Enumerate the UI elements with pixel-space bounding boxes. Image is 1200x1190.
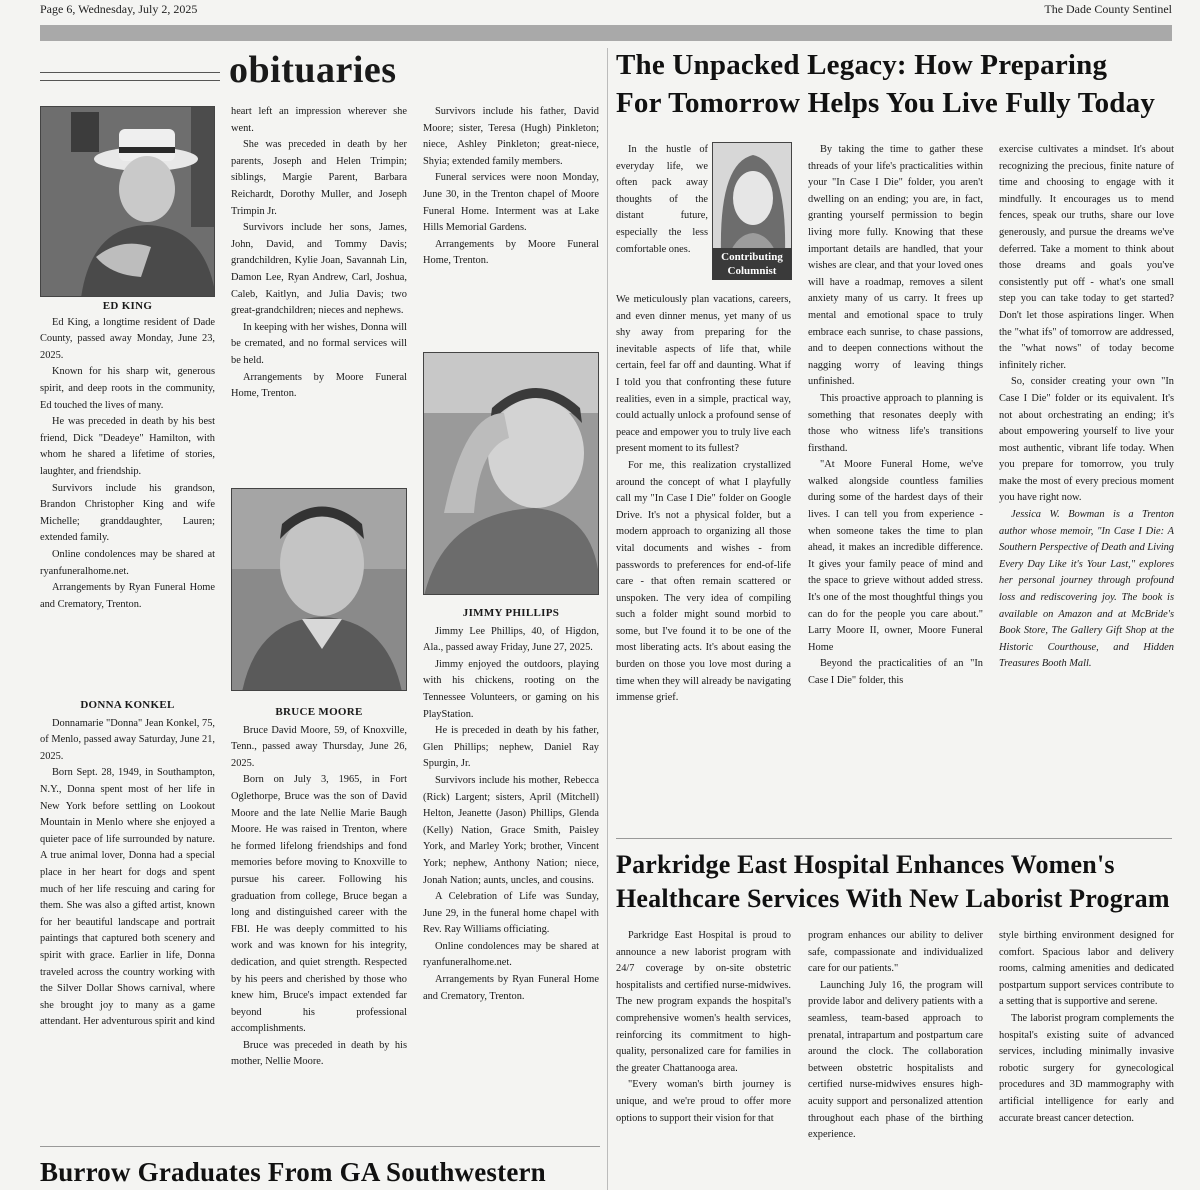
legacy-c3p1: exercise cultivates a mindset. It's about recognizing the precious, finite nature of time and choosing to engage with it mindfully. It encourages us to mend fences, speak our truths, share our love generously, and pursue the dreams we've deferred. Take a moment to think about those dreams and goals you've consistently put off - what's one small step you can take today to get started? Don't let those aspirations linger. When the "what ifs" of tomorrow are addressed, the "what nows" of today become infinitely richer. [999,144,1174,371]
obit-donna-continued [231,104,407,403]
ed-king-portrait-drawing [41,107,215,297]
jimmy-phillips-photo [423,352,599,595]
section-title: obituaries [229,49,397,91]
bruce-p1: Bruce David Moore, 59, of Knoxville, Tenn., passed away Thursday, June 26, 2025. [231,724,407,769]
legacy-col3 [999,142,1174,673]
hospital-headline-line2: Healthcare Services With New Laborist Program [616,884,1170,913]
bruce-caption: BRUCE MOORE [275,706,363,718]
hospital-c1p1: Parkridge East Hospital is proud to announce a new laborist program with 24/7 coverage by on-site obstetric hospitalists and certified nurse-midwives. The new program expands the hospital's comprehensive women's health services, reinforcing its commitment to high-quality, personalized care for families in the greater Chattanooga area. [616,930,791,1074]
legacy-c1p2: For me, this realization crystallized around the concept of what I playfully call my "In Case I Die" folder on Google Drive. It's not a physical folder, but a modern approach to organizing all those vital documents and wishes - from passwords to preferences for end-of-life care - that often remain scattered or unspoken. The very idea of compiling such a folder might sound morbid to some, but I've found it to be one of the most liberating acts. It's about easing the burden on those you love most during a time when they will already be navigating immense grief. [616,459,791,704]
hospital-c3p2: The laborist program complements the hospital's existing suite of advanced services, including minimally invasive robotic surgery for gynecological procedures and 3D mammography with artificial intelligence for early and accurate breast cancer detection. [999,1012,1174,1124]
paper-name: The Dade County Sentinel [1044,1,1172,16]
legacy-c2p1: By taking the time to gather these threads of your life's practicalities within your "In Case I Die" folder, you aren't dwelling on an ending; you are, in fact, granting yourself permission to begin living more fully. Knowing that these important details are handled, that your wishes are clear, and that your loved ones will have a roadmap, removes a silent anxiety many of us carry. It frees up mental and emotional space to truly embrace each sunrise, to chase passions, and to deepen connections without the nagging worry of leaving things unfinished. [808,144,983,388]
donna-cont1: heart left an impression wherever she went. [231,106,407,134]
hospital-c2p1: program enhances our ability to deliver safe, compassionate and individualized care for our patients." [808,930,983,975]
bruce-moore-photo [231,488,407,691]
jimmy-p5: A Celebration of Life was Sunday, June 29, in the funeral home chapel with Rev. Ray Williams officiating. [423,891,599,936]
bruce-cont3: Arrangements by Moore Funeral Home, Trenton. [423,238,599,267]
hospital-headline [616,848,1176,916]
ed-king-p3: He was preceded in death by his best friend, Dick "Deadeye" Hamilton, with whom he shared a lifetime of stories, laughter, and friendship. [40,416,215,477]
legacy-c1p1-lead: In the hustle of everyday life, we often pack away thoughts of the distant future, especially the less comfortable ones. [616,144,708,255]
masthead [40,0,1172,18]
legacy-headline-line2: For Tomorrow Helps You Live Fully Today [616,87,1156,119]
ed-king-photo [40,106,215,297]
hospital-c3p1: style birthing environment designed for comfort. Spacious labor and delivery rooms, calming amenities and dedicated postpartum support services contribute to a setting that is supportive and serene. [999,930,1174,1008]
burrow-top-rule [40,1146,600,1147]
legacy-col2 [808,142,983,690]
legacy-col1-top [616,142,708,258]
legacy-c1p1-rest: We meticulously plan vacations, careers, and even dinner menus, yet many of us shy away from preparing for the inevitable aspects of life that, while certain, feel far off and daunting. What if I told you that confronting these future realities, even in a simple, practical way, could actually unlock a profound sense of peace and empower you to truly live each present moment to its fullest? [616,294,791,455]
hospital-c1p2: "Every woman's birth journey is unique, and we're proud to offer more options to support their vision for that [616,1079,791,1124]
ed-king-p4: Survivors include his grandson, Brandon Christopher King and wife Michelle; granddaughter, Lauren; extended family. [40,482,215,544]
donna-cont2: She was preceded in death by her parents, Joseph and Helen Trimpin; siblings, Margie Parent, Barbara Reichardt, Dorothy Muller, and Joseph Trimpin Jr. [231,139,407,217]
hospital-headline-line1: Parkridge East Hospital Enhances Women's [616,850,1115,879]
obit-donna-konkel [40,697,215,1031]
legacy-headline [616,46,1176,122]
ed-king-p6: Arrangements by Ryan Funeral Home and Crematory, Trenton. [40,582,215,610]
jimmy-phillips-portrait-drawing [424,353,599,595]
section-rule-left-2 [40,80,220,81]
donna-cont3: Survivors include her sons, James, John, David, and Tommy Davis; grandchildren, Kylie Joan, Savannah Lin, Damon Lee, Ryan Andrew, Carl, Joshua, Caleb, Kaitlyn, and Julia Davis; two great-grandchildren; nieces and nephews. [231,222,407,317]
ed-king-p2: Known for his sharp wit, generous spirit, and deep roots in the community, Ed touched the lives of many. [40,366,215,411]
bruce-p2: Born on July 3, 1965, in Fort Oglethorpe, Bruce was the son of David Moore and the late Nellie Marie Baugh Moore. He was raised in Trenton, where he formed lifelong friendships and fond memories before moving to Knoxville to pursue his career. Following his graduation from college, Bruce began a long and distinguished career with the FBI. He was deeply committed to his work and was known for his integrity, dedication, and quiet strength. Respected by his peers and cherished by those who knew him, Bruce's impact extended far beyond his professional accomplishments. [231,774,407,1035]
obit-ed-king [40,298,215,613]
legacy-author-bio: Jessica W. Bowman is a Trenton author whose memoir, "In Case I Die: A Southern Perspective of Death and Living Every Day Like it's Your Last," explores her personal journey through profound loss and rediscovering joy. The book is available on Amazon and at McBride's Book Store, The Gallery Gift Shop at the Historic Courthouse, and Hidden Treasures Booth Mall. [999,509,1174,670]
bruce-cont2: Funeral services were noon Monday, June 30, in the Trenton chapel of Moore Funeral Home. Interment was at Lake Hills Memorial Gardens. [423,172,599,234]
legacy-c2p2: This proactive approach to planning is something that resonates deeply with those who witness life's transitions firsthand. [808,392,983,454]
legacy-col1 [616,292,791,707]
legacy-headline-line1: The Unpacked Legacy: How Preparing [616,49,1108,81]
hospital-col2 [808,928,983,1144]
jimmy-p7: Arrangements by Ryan Funeral Home and Crematory, Trenton. [423,974,599,1002]
burrow-headline: Burrow Graduates From GA Southwestern [40,1157,546,1187]
page-date-line: Page 6, Wednesday, July 2, 2025 [40,1,198,16]
obit-bruce-continued [423,104,599,270]
obit-bruce-moore [231,704,407,1071]
legacy-c3p2: So, consider creating your own "In Case I Die" folder or its equivalent. It's not about orchestrating an ending; it's about empowering yourself to live your most authentic, vibrant life today. When you prepare for tomorrow, you truly make the most of every precious moment you have right now. [999,376,1174,504]
ed-king-caption: ED KING [102,300,153,312]
donna-caption: DONNA KONKEL [80,699,175,711]
hospital-col3 [999,928,1174,1127]
legacy-bottom-rule [616,838,1172,839]
donna-p1: Donnamarie "Donna" Jean Konkel, 75, of Menlo, passed away Saturday, June 21, 2025. [40,717,215,762]
jimmy-p1: Jimmy Lee Phillips, 40, of Higdon, Ala., passed away Friday, June 27, 2025. [423,625,599,654]
donna-cont5: Arrangements by Moore Funeral Home, Trenton. [231,371,407,400]
bruce-cont1: Survivors include his father, David Moore; sister, Teresa (Hugh) Pinkleton; niece, Ashley Pinkleton; great-niece, Shyia; extended family members. [423,106,599,167]
section-rule-left [40,72,220,73]
obit-jimmy-phillips [423,605,599,1005]
ed-king-p1: Ed King, a longtime resident of Dade County, passed away Monday, June 23, 2025. [40,316,215,361]
hospital-c2p2: Launching July 16, the program will provide labor and delivery patients with a seamless, team-based approach to prenatal, intrapartum and postpartum care around the clock. The collaboration between obstetric hospitalists and certified nurse-midwives ensures high-acuity support and personalized attention throughout each phase of the birthing experience. [808,979,983,1141]
top-rule-bar [40,25,1172,41]
bruce-moore-portrait-drawing [232,489,407,691]
ed-king-p5: Online condolences may be shared at ryanfuneralhome.net. [40,548,215,577]
legacy-c2p4: Beyond the practicalities of an "In Case I Die" folder, this [808,658,983,686]
donna-p2: Born Sept. 28, 1949, in Southampton, N.Y., Donna spent most of her life in New York before settling on Lookout Mountain in Menlo where she enjoyed a quieter pace of life surrounded by nature. A true animal lover, Donna had a special place in her heart for dogs and spent much of her life rescuing and caring for them. She was also a gifted artist, known for her beautiful landscape and portrait paintings that captured both scenery and spirit with grace. Earlier in life, Donna traveled across the country working with the Silver Dollar Shows carnival, where she brought joy to many as a game attendant. Her adventurous spirit and kind [40,767,215,1028]
jimmy-p4: Survivors include his mother, Rebecca (Rick) Largent; sisters, April (Mitchell) Helton, Jeanette (Jason) Phillips, Glenda (Kelly) Nation, Grace Smith, Paisley York, and Marley York; brother, Vincent York; nephew, Anthony Nation; niece, Jonah Nation; aunts, uncles, and cousins. [423,774,599,886]
contributing-columnist-badge: Contributing Columnist [712,248,792,280]
bruce-p3: Bruce was preceded in death by his mother, Nellie Moore. [231,1039,407,1068]
jimmy-caption: JIMMY PHILLIPS [462,607,560,619]
jimmy-p6: Online condolences may be shared at ryanfuneralhome.net. [423,940,599,969]
column-divider [607,48,608,1190]
jimmy-p2: Jimmy enjoyed the outdoors, playing with his chickens, rooting on the Tennessee Volunteers, or gaming on his PlayStation. [423,658,599,720]
jimmy-p3: He is preceded in death by his father, Glen Phillips; nephew, Daniel Ray Spurgin, Jr. [423,725,599,770]
legacy-c2p3: "At Moore Funeral Home, we've walked alongside countless families during some of the hardest days of their lives. I can tell you from experience - when someone takes the time to plan ahead, it makes an incredible difference. It gives your family peace of mind and the space to grieve without added stress. It's one of the most thoughtful things you can do for the people you care about." Larry Moore II, owner, Moore Funeral Home [808,459,983,653]
hospital-col1 [616,928,791,1127]
donna-cont4: In keeping with her wishes, Donna will be cremated, and no formal services will be held. [231,321,407,366]
